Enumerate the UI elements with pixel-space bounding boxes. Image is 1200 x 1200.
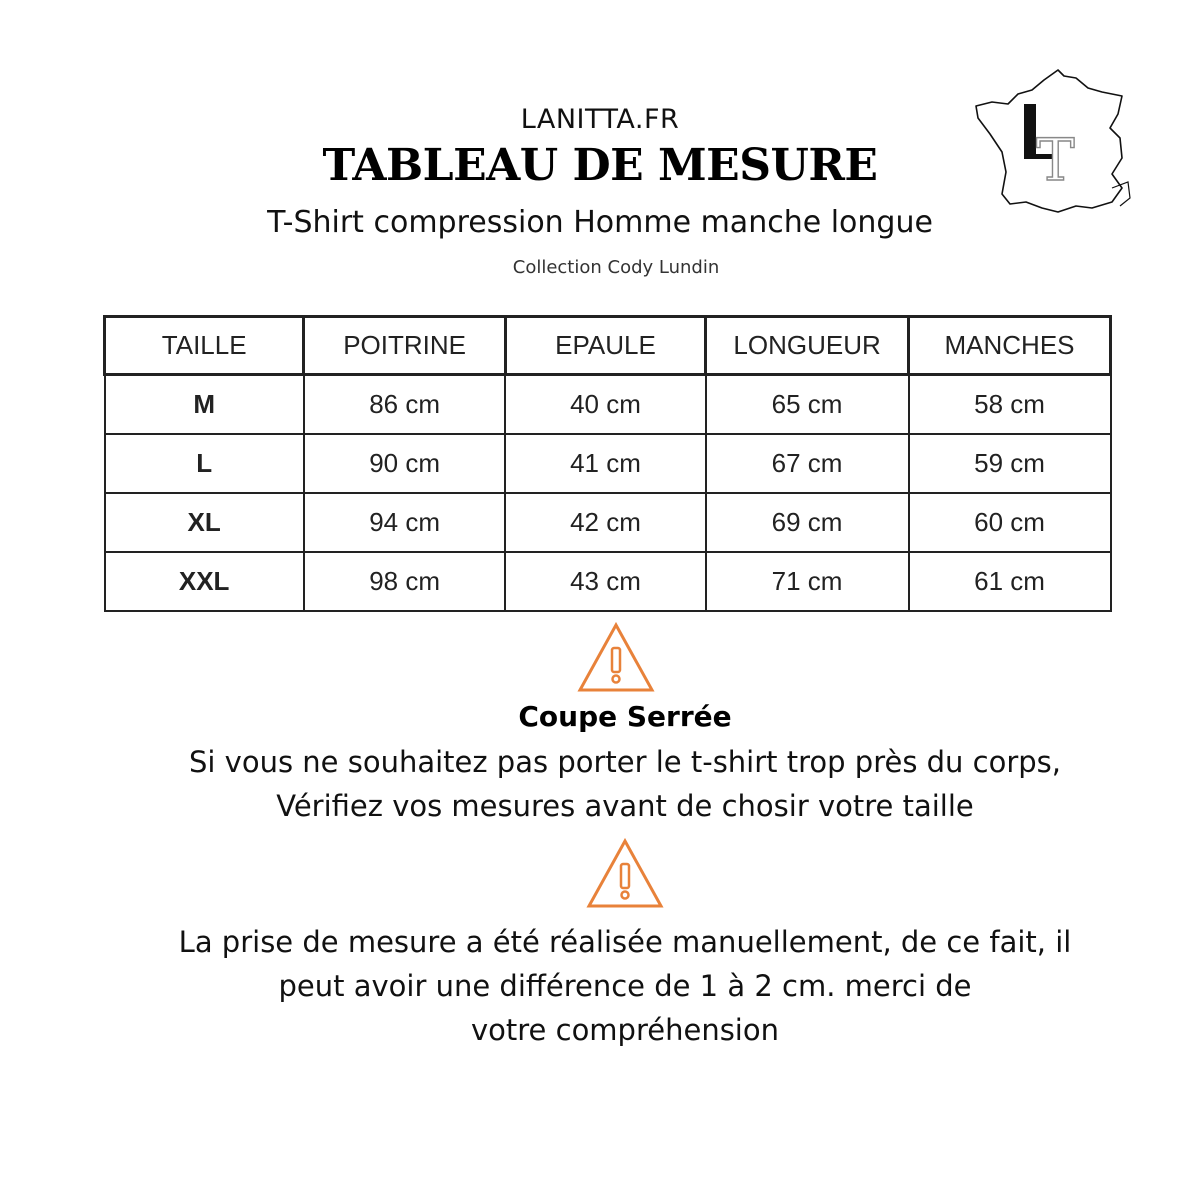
- table-row: [105, 552, 1111, 611]
- table-cell: 69 cm: [706, 493, 909, 552]
- site-name: LANITTA.FR: [520, 104, 680, 135]
- table-cell: 65 cm: [706, 375, 909, 435]
- table-cell: 67 cm: [706, 434, 909, 493]
- table-cell: 42 cm: [505, 493, 705, 552]
- collection-label: Collection Cody Lundin: [512, 257, 720, 278]
- warning-icon: [585, 838, 665, 910]
- table-cell: 40 cm: [505, 375, 705, 435]
- size-cell: M: [105, 375, 304, 435]
- column-header: TAILLE: [105, 317, 304, 375]
- page-title: TABLEAU DE MESURE: [322, 140, 878, 191]
- size-cell: XL: [105, 493, 304, 552]
- note-text-line: La prise de mesure a été réalisée manuellement, de ce fait, il: [178, 925, 1072, 959]
- table-cell: 98 cm: [304, 552, 506, 611]
- france-map-lt-logo-icon: [972, 62, 1134, 218]
- table-cell: 58 cm: [909, 375, 1111, 435]
- svg-text:T: T: [1036, 126, 1075, 194]
- column-header: POITRINE: [304, 317, 506, 375]
- table-cell: 60 cm: [909, 493, 1111, 552]
- table-row: [105, 493, 1111, 552]
- warning-icon: [576, 622, 656, 694]
- coupe-title: Coupe Serrée: [518, 700, 732, 733]
- column-header: MANCHES: [909, 317, 1111, 375]
- table-cell: 61 cm: [909, 552, 1111, 611]
- table-cell: 41 cm: [505, 434, 705, 493]
- table-cell: 43 cm: [505, 552, 705, 611]
- table-header-row: [105, 317, 1111, 375]
- size-table: [103, 315, 1112, 612]
- table-cell: 59 cm: [909, 434, 1111, 493]
- column-header: EPAULE: [505, 317, 705, 375]
- column-header: LONGUEUR: [706, 317, 909, 375]
- table-cell: 90 cm: [304, 434, 506, 493]
- coupe-text-line: Vérifiez vos mesures avant de chosir votre taille: [276, 789, 974, 823]
- table-cell: 94 cm: [304, 493, 506, 552]
- size-cell: XXL: [105, 552, 304, 611]
- coupe-text-line: Si vous ne souhaitez pas porter le t-shirt trop près du corps,: [188, 745, 1061, 779]
- table-cell: 86 cm: [304, 375, 506, 435]
- table-row: [105, 434, 1111, 493]
- table-row: [105, 375, 1111, 435]
- note-text-line: peut avoir une différence de 1 à 2 cm. merci de: [278, 969, 972, 1003]
- note-text-line: votre compréhension: [471, 1013, 779, 1047]
- size-cell: L: [105, 434, 304, 493]
- table-cell: 71 cm: [706, 552, 909, 611]
- product-subtitle: T-Shirt compression Homme manche longue: [267, 205, 933, 240]
